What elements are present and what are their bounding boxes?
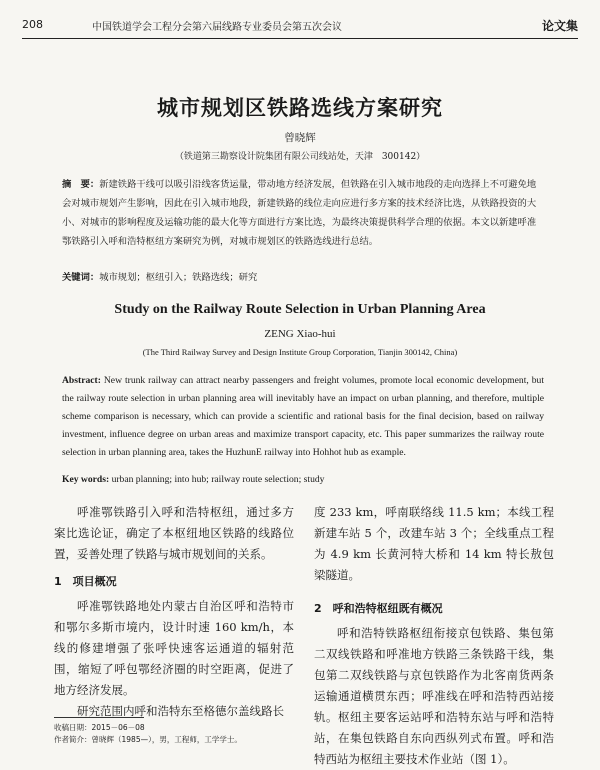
keywords-en-text: urban planning; into hub; railway route selection; study bbox=[109, 474, 325, 485]
abstract-cn bbox=[62, 175, 544, 251]
section-2-paragraph-1: 呼和浩特铁路枢纽衔接京包铁路、集包第二双线铁路和呼准地方铁路三条铁路干线，集包第二双线铁路与京包铁路作为北客南货两条运输通道横贯东西；呼准线在呼和浩特西站接轨。枢纽主要客运站呼和浩特东站与呼和浩特站，在集包铁路自东向西纵列式布置。呼和浩特西站为枢纽主要技术作业站（图 1）。 bbox=[314, 626, 554, 766]
abstract-cn-label: 摘 要： bbox=[62, 179, 100, 190]
abstract-en-label: Abstract: bbox=[62, 375, 101, 386]
right-column-paragraph-1: 度 233 km，呼南联络线 11.5 km；本线工程新建车站 5 个，改建车站 3 个；全线重点工程为 4.9 km 长黄河特大桥和 14 km 特长敖包梁隧道。 bbox=[314, 505, 554, 582]
section-1-paragraph-2: 研究范围内呼和浩特东至格德尔盖线路长 bbox=[77, 704, 284, 718]
body-column-right bbox=[314, 502, 554, 770]
footnote-received: 收稿日期：2015－06－08 bbox=[54, 723, 145, 732]
section-1-heading: 1 项目概况 bbox=[54, 575, 117, 588]
keywords-cn bbox=[62, 269, 544, 283]
affiliation-cn: （铁道第三勘察设计院集团有限公司线站处，天津 300142） bbox=[174, 152, 426, 162]
running-header bbox=[22, 16, 578, 39]
conference-name: 中国铁道学会工程分会第六届线路专业委员会第五次会议 bbox=[92, 22, 342, 33]
section-2-heading: 2 呼和浩特枢纽既有概况 bbox=[314, 602, 443, 615]
body-column-left bbox=[54, 502, 294, 722]
footnote-divider bbox=[54, 717, 144, 718]
section-1-paragraph-1: 呼准鄂铁路地处内蒙古自治区呼和浩特市和鄂尔多斯市境内，设计时速 160 km/h，本线的修建增强了张呼快速客运通道的辐射范围，缩短了呼包鄂经济圈的时空距离，促进了地方经济发展。 bbox=[54, 599, 294, 697]
abstract-en-text: New trunk railway can attract nearby passengers and freight volumes, promote local economic development, but the railway route selection in urban planning area will inevitably have an impact on urban planning, and therefore, multiple scheme comparison is necessary, which can provide a scientific and rational basis for the final decision, based on railway investment, influence degree on urban areas and maximize transport capacity, etc. This paper summarizes the railway route selection in urban planning area, takes the HuzhunE railway into Hohhot hub as example. bbox=[62, 375, 544, 458]
keywords-en-label: Key words: bbox=[62, 474, 110, 485]
page-number: 208 bbox=[22, 18, 43, 31]
section-tag: 论文集 bbox=[541, 19, 578, 33]
paper-title-en: Study on the Railway Route Selection in Urban Planning Area bbox=[114, 302, 486, 317]
author-en: ZENG Xiao-hui bbox=[264, 328, 336, 340]
paper-title-cn: 城市规划区铁路选线方案研究 bbox=[157, 95, 443, 120]
abstract-en bbox=[62, 372, 544, 462]
keywords-en bbox=[62, 474, 544, 485]
intro-paragraph: 呼准鄂铁路引入呼和浩特枢纽，通过多方案比选论证，确定了本枢纽地区铁路的线路位置，妥善处理了铁路与城市规划间的关系。 bbox=[54, 505, 294, 561]
keywords-cn-text: 城市规划；枢纽引入；铁路选线；研究 bbox=[99, 272, 258, 283]
keywords-cn-label: 关键词： bbox=[62, 272, 100, 283]
abstract-cn-text: 新建铁路干线可以吸引沿线客货运量，带动地方经济发展，但铁路在引入城市地段的走向选择上不可避免地会对城市规划产生影响，因此在引入城市地段，新建铁路的线位走向应进行多方案的技术经济比选，从铁路投资的大小、对城市的影响程度及运输功能的最大化等方面进行方案比选，为最终决策提供科学合理的依据。本文以新建呼准鄂铁路引入呼和浩特枢纽方案研究为例，对城市规划区的铁路选线进行总结。 bbox=[62, 179, 537, 247]
affiliation-en: (The Third Railway Survey and Design Institute Group Corporation, Tianjin 300142, China) bbox=[142, 347, 458, 357]
author-cn: 曾晓辉 bbox=[284, 132, 316, 144]
footnote-author-bio: 作者简介：曾晓辉（1985—），男，工程师，工学学士。 bbox=[54, 735, 242, 744]
